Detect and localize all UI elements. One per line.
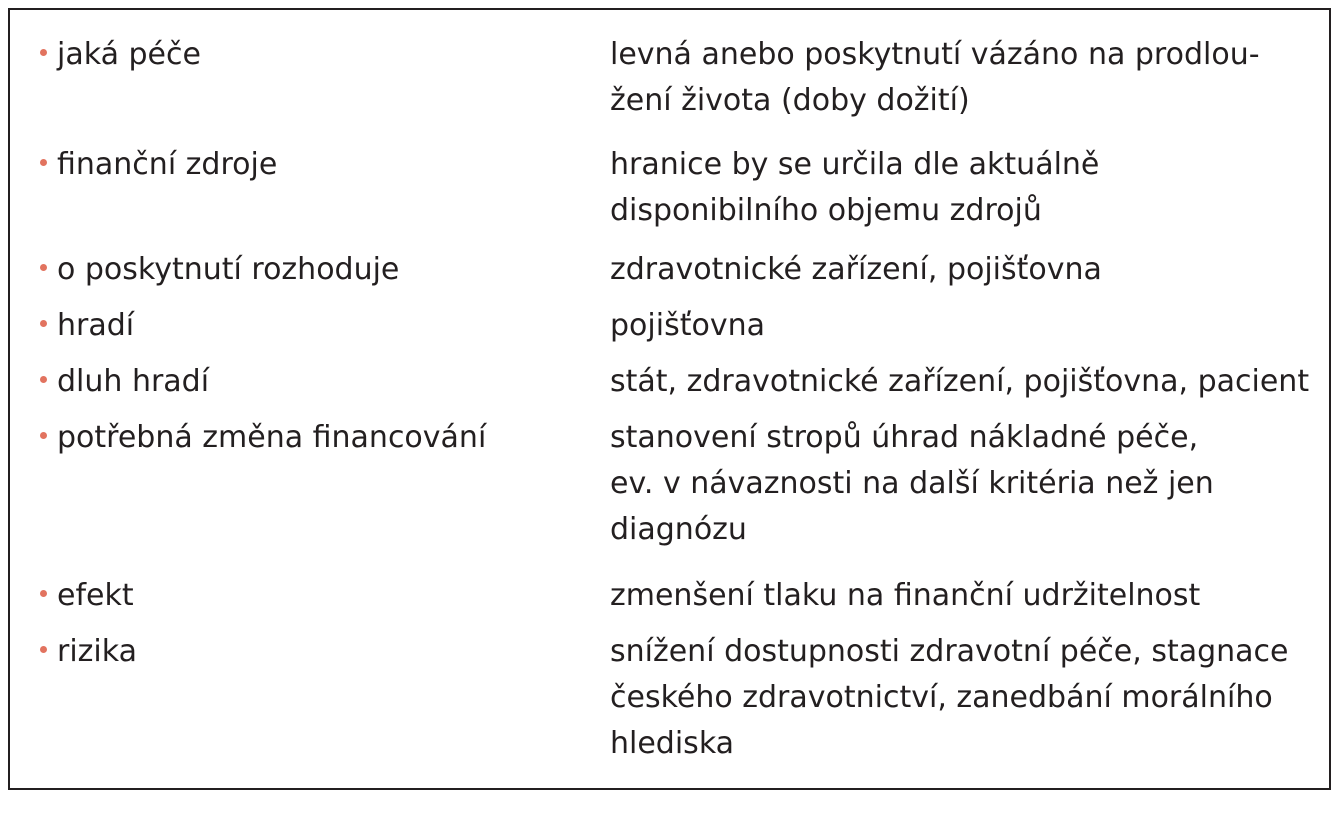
row-value-line: stát, zdravotnické zařízení, pojišťovna, pacient bbox=[610, 364, 1310, 399]
bullet-icon bbox=[40, 646, 47, 653]
row-value bbox=[610, 359, 1320, 405]
row-label bbox=[40, 359, 209, 405]
row-label-text: dluh hradí bbox=[57, 364, 210, 399]
row-label bbox=[40, 573, 134, 619]
row-value-line: českého zdravotnictví, zanedbání morálního bbox=[610, 680, 1273, 715]
bullet-icon bbox=[40, 320, 47, 327]
bullet-icon bbox=[40, 49, 47, 56]
bullet-icon bbox=[40, 264, 47, 271]
row-label-text: jaká péče bbox=[57, 37, 201, 72]
row-value-line: žení života (doby dožití) bbox=[610, 83, 970, 118]
bullet-icon bbox=[40, 159, 47, 166]
row-value-line: levná anebo poskytnutí vázáno na prodlou- bbox=[610, 37, 1260, 72]
row-value-line: zmenšení tlaku na finanční udržitelnost bbox=[610, 578, 1201, 613]
row-value-line: disponibilního objemu zdrojů bbox=[610, 193, 1042, 228]
row-label bbox=[40, 142, 277, 188]
row-value-line: pojišťovna bbox=[610, 308, 765, 343]
row-label-text: o poskytnutí rozhoduje bbox=[57, 252, 400, 287]
row-label-text: efekt bbox=[57, 578, 134, 613]
bullet-icon bbox=[40, 590, 47, 597]
row-label bbox=[40, 247, 399, 293]
row-label-text: rizika bbox=[57, 634, 137, 669]
row-label bbox=[40, 32, 201, 78]
row-value-line: ev. v návaznosti na další kritéria než jen bbox=[610, 466, 1214, 501]
row-value bbox=[610, 573, 1320, 619]
row-value-line: diagnózu bbox=[610, 512, 747, 547]
table-frame bbox=[8, 8, 1331, 790]
row-value-line: snížení dostupnosti zdravotní péče, stagnace bbox=[610, 634, 1289, 669]
row-label bbox=[40, 629, 137, 675]
table-row bbox=[10, 629, 1329, 829]
row-label bbox=[40, 303, 134, 349]
row-label bbox=[40, 415, 486, 461]
row-value bbox=[610, 415, 1320, 553]
row-value-line: hlediska bbox=[610, 726, 735, 761]
row-value bbox=[610, 32, 1320, 124]
row-value-line: zdravotnické zařízení, pojišťovna bbox=[610, 252, 1102, 287]
row-label-text: hradí bbox=[57, 308, 135, 343]
row-value-line: stanovení stropů úhrad nákladné péče, bbox=[610, 420, 1199, 455]
bullet-icon bbox=[40, 376, 47, 383]
row-value-line: hranice by se určila dle aktuálně bbox=[610, 147, 1100, 182]
row-label-text: potřebná změna financování bbox=[57, 420, 487, 455]
row-value bbox=[610, 142, 1320, 234]
row-value bbox=[610, 247, 1320, 293]
row-value bbox=[610, 629, 1320, 767]
bullet-icon bbox=[40, 432, 47, 439]
row-value bbox=[610, 303, 1320, 349]
row-label-text: finanční zdroje bbox=[57, 147, 278, 182]
